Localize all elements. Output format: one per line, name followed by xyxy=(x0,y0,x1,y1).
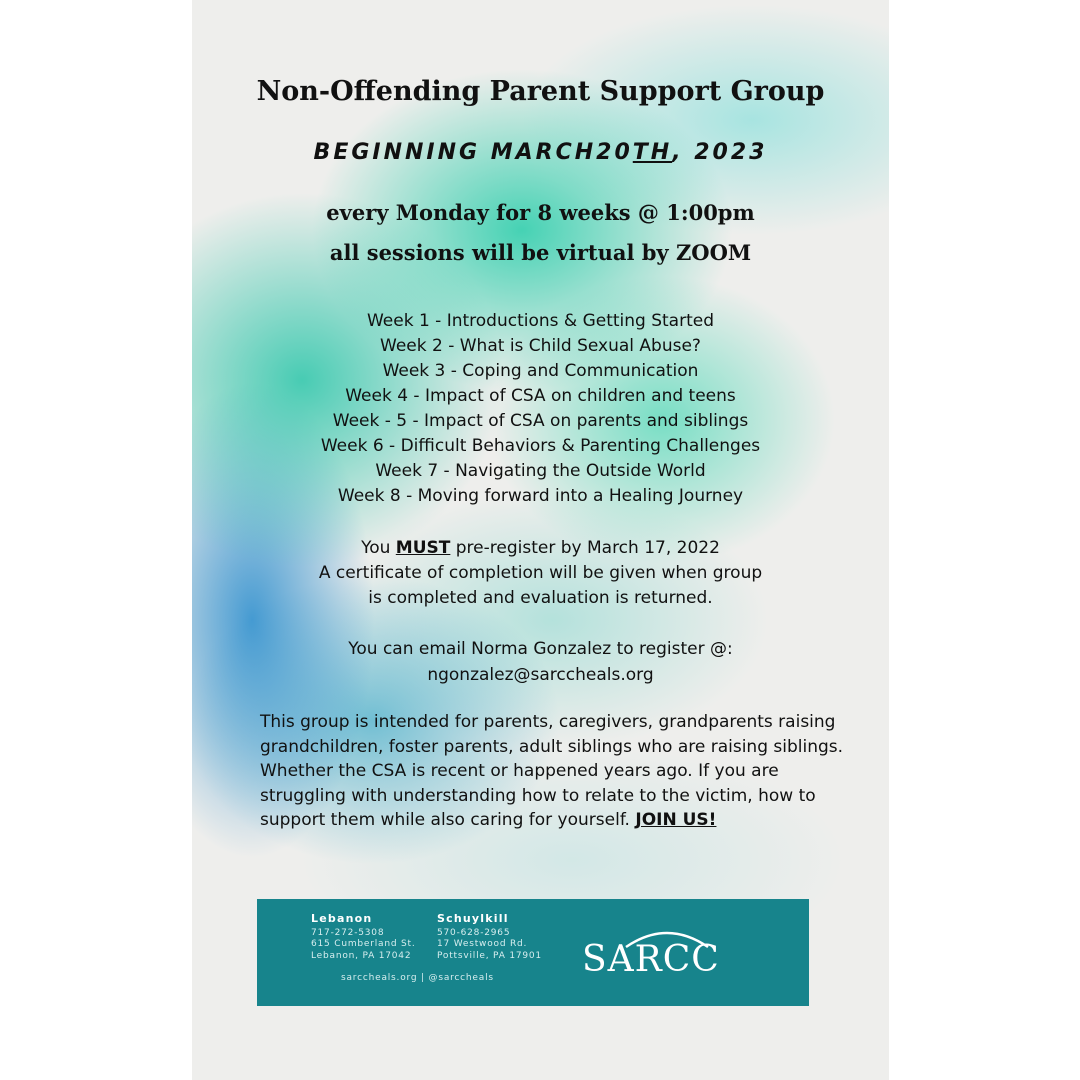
must-emphasis: MUST xyxy=(395,538,451,558)
email-info xyxy=(192,636,889,688)
logo-text: SARCC xyxy=(582,939,720,980)
location-lebanon xyxy=(311,913,416,962)
schedule-line-1: every Monday for 8 weeks @ 1:00pm xyxy=(326,200,755,225)
location-phone: 717-272-5308 xyxy=(311,927,385,938)
start-date xyxy=(192,140,889,165)
registration-prefix: You xyxy=(361,538,396,558)
location-street: 17 Westwood Rd. xyxy=(437,939,528,949)
location-name: Lebanon xyxy=(311,912,373,925)
sarcc-logo xyxy=(582,929,754,985)
footer-links[interactable]: sarccheals.org | @sarccheals xyxy=(341,973,494,983)
start-date-suffix-th: TH xyxy=(632,140,673,165)
location-name: Schuylkill xyxy=(437,912,509,925)
start-date-year: , 2023 xyxy=(672,140,768,165)
location-city: Lebanon, PA 17042 xyxy=(311,950,412,961)
location-schuylkill xyxy=(437,913,542,962)
footer-banner xyxy=(257,899,809,1006)
location-phone: 570-628-2965 xyxy=(437,927,511,938)
flyer xyxy=(192,0,889,1080)
registration-info xyxy=(192,536,889,611)
location-street: 615 Cumberland St. xyxy=(311,939,416,949)
certificate-line-1: A certificate of completion will be given when group xyxy=(318,563,763,583)
week-item: Week 3 - Coping and Communication xyxy=(382,361,699,381)
flyer-title: Non-Offending Parent Support Group xyxy=(256,76,825,107)
start-date-prefix: BEGINNING MARCH20 xyxy=(313,140,633,165)
week-item: Week 6 - Difficult Behaviors & Parenting Challenges xyxy=(320,436,761,456)
week-item: Week 7 - Navigating the Outside World xyxy=(375,461,706,481)
registration-deadline-text: pre-register by March 17, 2022 xyxy=(450,538,720,558)
week-item: Week - 5 - Impact of CSA on parents and siblings xyxy=(332,411,749,431)
week-item: Week 8 - Moving forward into a Healing Journey xyxy=(337,486,744,506)
schedule-line-2: all sessions will be virtual by ZOOM xyxy=(329,240,752,265)
certificate-line-2: is completed and evaluation is returned. xyxy=(368,588,713,608)
week-item: Week 4 - Impact of CSA on children and teens xyxy=(345,386,736,406)
location-city: Pottsville, PA 17901 xyxy=(437,950,542,961)
join-us-text: JOIN US! xyxy=(635,810,717,830)
week-item: Week 1 - Introductions & Getting Started xyxy=(366,311,715,331)
week-item: Week 2 - What is Child Sexual Abuse? xyxy=(380,336,701,356)
group-description xyxy=(260,710,860,833)
email-instructions: You can email Norma Gonzalez to register @: xyxy=(348,639,733,659)
email-address-link[interactable]: ngonzalez@sarccheals.org xyxy=(427,665,654,685)
registration-deadline xyxy=(192,536,889,561)
week-list xyxy=(192,309,889,509)
description-text: This group is intended for parents, caregivers, grandparents raising grandchildren, foster parents, adult siblings who are raising siblings. Whether the CSA is recent or happened years ago. If you are struggling with understanding how to relate to the victim, how to support them while also caring for yourself. xyxy=(260,712,844,830)
